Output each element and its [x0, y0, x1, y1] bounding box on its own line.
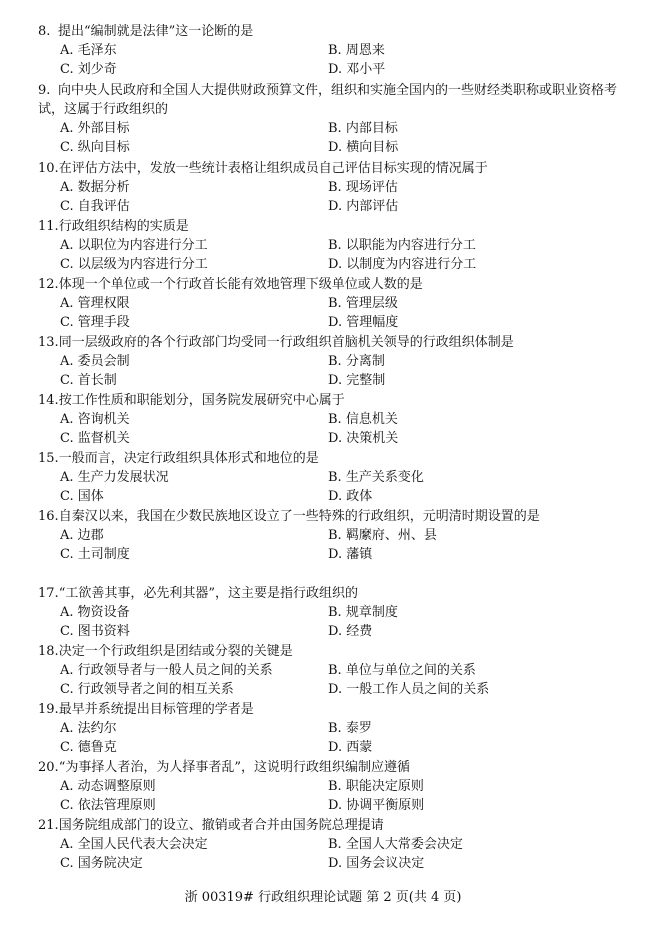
question-item [38, 22, 618, 79]
question-text: “为事择人者治，为人择事者乱”，这说明行政组织编制应遵循 [58, 760, 410, 775]
option-d: D. 邓小平 [328, 62, 386, 77]
option-d: D. 藩镇 [328, 547, 373, 562]
option-d: D. 政体 [328, 489, 373, 504]
question-stem [38, 449, 618, 468]
option-a: A. 物资设备 [60, 605, 130, 620]
option-c: C. 自我评估 [60, 199, 130, 214]
option-d: D. 西蒙 [328, 740, 373, 755]
question-number: 18. [38, 644, 59, 659]
question-text: 同一层级政府的各个行政部门均受同一行政组织首脑机关领导的行政组织体制是 [58, 335, 514, 350]
question-number: 11. [38, 219, 59, 234]
question-item [38, 642, 618, 699]
question-item [38, 758, 618, 815]
option-d: D. 内部评估 [328, 199, 399, 214]
option-b: B. 信息机关 [328, 412, 398, 427]
options-grid [38, 352, 618, 390]
option-b: B. 规章制度 [328, 605, 398, 620]
option-a: A. 数据分析 [60, 180, 130, 195]
option-d: D. 以制度为内容进行分工 [328, 257, 477, 272]
option-c: C. 土司制度 [60, 547, 130, 562]
question-stem [38, 507, 618, 526]
question-text: 体现一个单位或一个行政首长能有效地管理下级单位或人数的是 [58, 277, 423, 292]
question-item [38, 275, 618, 332]
question-stem [38, 391, 618, 410]
question-number: 19. [38, 702, 59, 717]
option-c: C. 刘少奇 [60, 62, 117, 77]
options-grid [38, 661, 618, 699]
question-number: 20. [38, 760, 59, 775]
question-stem [38, 642, 618, 661]
options-grid [38, 719, 618, 757]
question-text: 提出“编制就是法律”这一论断的是 [58, 24, 254, 39]
option-a: A. 行政领导者与一般人员之间的关系 [60, 663, 273, 678]
option-c: C. 图书资料 [60, 624, 130, 639]
options-grid [38, 603, 618, 641]
question-text: 按工作性质和职能划分，国务院发展研究中心属于 [58, 393, 345, 408]
options-grid [38, 178, 618, 216]
question-item [38, 217, 618, 274]
option-a: A. 咨询机关 [60, 412, 130, 427]
question-text: 决定一个行政组织是团结或分裂的关键是 [58, 644, 293, 659]
question-stem [38, 584, 618, 603]
question-stem [38, 758, 618, 777]
options-grid [38, 468, 618, 506]
option-a: A. 管理权限 [60, 296, 130, 311]
question-item [38, 81, 618, 157]
option-a: A. 委员会制 [60, 354, 130, 369]
option-b: B. 生产关系变化 [328, 470, 424, 485]
option-c: C. 国务院决定 [60, 856, 143, 871]
option-c: C. 依法管理原则 [60, 798, 156, 813]
option-a: A. 外部目标 [60, 121, 130, 136]
question-number: 13. [38, 335, 59, 350]
question-number: 17. [38, 586, 59, 601]
option-c: C. 行政领导者之间的相互关系 [60, 682, 234, 697]
option-d: D. 横向目标 [328, 140, 399, 155]
option-b: B. 泰罗 [328, 721, 372, 736]
question-stem [38, 333, 618, 352]
question-item [38, 391, 618, 448]
option-a: A. 法约尔 [60, 721, 117, 736]
options-grid [38, 41, 618, 79]
question-number: 14. [38, 393, 59, 408]
option-c: C. 管理手段 [60, 315, 130, 330]
question-text: “工欲善其事，必先利其器”，这主要是指行政组织的 [58, 586, 358, 601]
option-a: A. 动态调整原则 [60, 779, 156, 794]
option-b: B. 羁縻府、州、县 [328, 528, 437, 543]
option-b: B. 职能决定原则 [328, 779, 424, 794]
question-item [38, 449, 618, 506]
question-text: 在评估方法中，发放一些统计表格让组织成员自己评估目标实现的情况属于 [58, 161, 488, 176]
option-d: D. 经费 [328, 624, 373, 639]
option-a: A. 全国人民代表大会决定 [60, 837, 208, 852]
question-item [38, 333, 618, 390]
question-text: 行政组织结构的实质是 [58, 219, 189, 234]
option-d: D. 国务会议决定 [328, 856, 425, 871]
question-number: 21. [38, 818, 59, 833]
option-b: B. 周恩来 [328, 43, 385, 58]
question-item [38, 159, 618, 216]
option-a: A. 生产力发展状况 [60, 470, 169, 485]
question-item [38, 816, 618, 873]
option-a: A. 边郡 [60, 528, 104, 543]
option-a: A. 毛泽东 [60, 43, 117, 58]
question-item [38, 584, 618, 641]
option-d: D. 协调平衡原则 [328, 798, 425, 813]
question-text: 自秦汉以来，我国在少数民族地区设立了一些特殊的行政组织，元明清时期设置的是 [58, 509, 540, 524]
options-grid [38, 410, 618, 448]
question-stem [38, 816, 618, 835]
question-stem [38, 700, 618, 719]
option-b: B. 单位与单位之间的关系 [328, 663, 476, 678]
option-c: C. 以层级为内容进行分工 [60, 257, 208, 272]
question-text: 向中央人民政府和全国人大提供财政预算文件，组织和实施全国内的一些财经类职称或职业资格考试，这属于行政组织的 [38, 83, 618, 117]
question-number: 16. [38, 509, 59, 524]
option-c: C. 监督机关 [60, 431, 130, 446]
question-stem [38, 22, 618, 41]
question-item [38, 507, 618, 564]
option-c: C. 首长制 [60, 373, 117, 388]
question-number: 10. [38, 161, 59, 176]
question-stem [38, 217, 618, 236]
question-text: 国务院组成部门的设立、撤销或者合并由国务院总理提请 [58, 818, 384, 833]
options-grid [38, 119, 618, 157]
question-text: 一般而言，决定行政组织具体形式和地位的是 [58, 451, 319, 466]
option-b: B. 内部目标 [328, 121, 398, 136]
option-b: B. 管理层级 [328, 296, 398, 311]
options-grid [38, 236, 618, 274]
question-stem [38, 275, 618, 294]
question-number: 9. [38, 83, 51, 98]
options-grid [38, 777, 618, 815]
options-grid [38, 294, 618, 332]
option-b: B. 以职能为内容进行分工 [328, 238, 476, 253]
question-number: 8. [38, 24, 51, 39]
option-b: B. 现场评估 [328, 180, 398, 195]
options-grid [38, 526, 618, 564]
page-footer: 浙 00319# 行政组织理论试题 第 2 页(共 4 页) [184, 890, 462, 905]
question-stem [38, 81, 618, 119]
option-b: B. 全国人大常委会决定 [328, 837, 463, 852]
option-d: D. 决策机关 [328, 431, 399, 446]
options-grid [38, 835, 618, 873]
option-d: D. 管理幅度 [328, 315, 399, 330]
option-a: A. 以职位为内容进行分工 [60, 238, 208, 253]
question-item [38, 700, 618, 757]
option-d: D. 完整制 [328, 373, 386, 388]
option-c: C. 国体 [60, 489, 104, 504]
question-number: 15. [38, 451, 59, 466]
option-c: C. 德鲁克 [60, 740, 117, 755]
question-number: 12. [38, 277, 59, 292]
option-b: B. 分离制 [328, 354, 385, 369]
question-stem [38, 159, 618, 178]
option-d: D. 一般工作人员之间的关系 [328, 682, 490, 697]
option-c: C. 纵向目标 [60, 140, 130, 155]
question-text: 最早并系统提出目标管理的学者是 [58, 702, 254, 717]
